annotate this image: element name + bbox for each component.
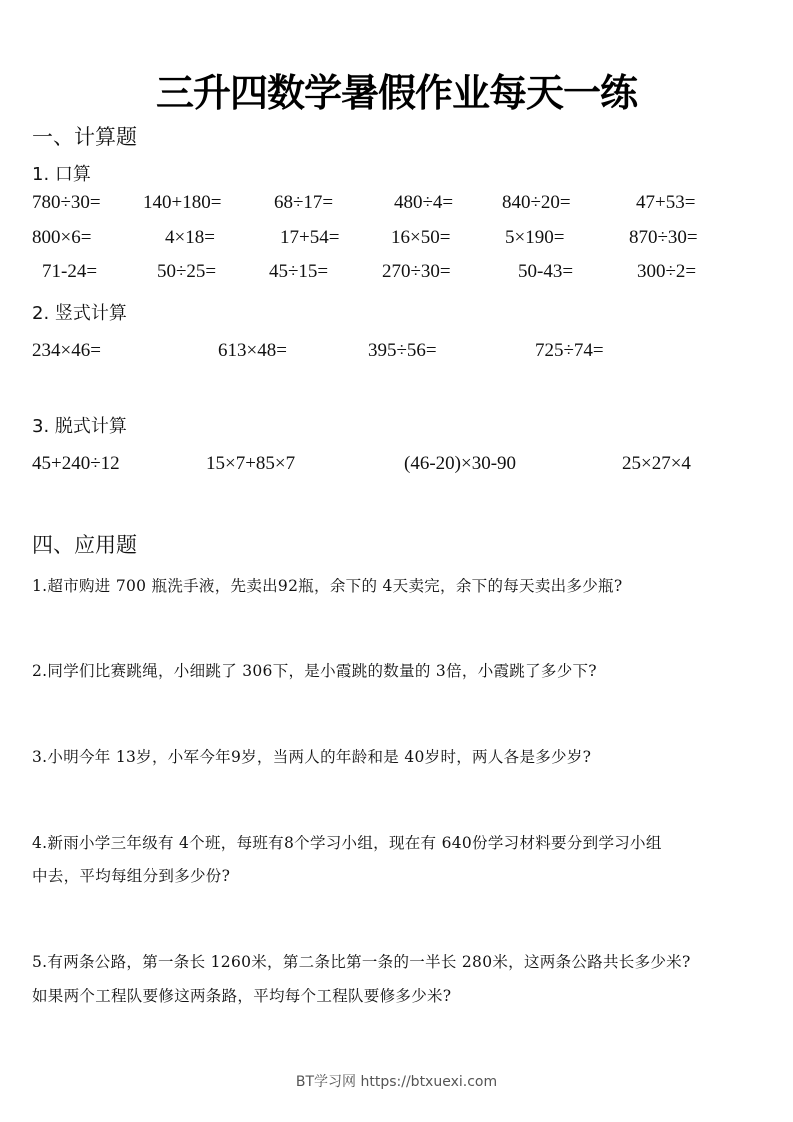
oral-item: 47+53= — [636, 192, 696, 213]
oral-item: 50÷25= — [157, 261, 217, 282]
oral-item: 4×18= — [165, 227, 215, 248]
oral-item: 45÷15= — [269, 261, 329, 282]
oral-item: 800×6= — [32, 227, 92, 248]
word-problem-4-line-2: 中去，平均每组分到多少份? — [32, 867, 231, 885]
page-title: 三升四数学暑假作业每天一练 — [155, 71, 637, 115]
subsection-heading-stepwise: 3. 脱式计算 — [32, 416, 127, 437]
oral-item: 68÷17= — [274, 192, 334, 213]
word-problem-2: 2.同学们比赛跳绳，小细跳了 306下，是小霞跳的数量的 3倍，小霞跳了多少下? — [32, 662, 597, 680]
stepwise-item: 15×7+85×7 — [206, 453, 296, 474]
word-problem-3: 3.小明今年 13岁，小军今年9岁，当两人的年龄和是 40岁时，两人各是多少岁? — [32, 748, 592, 766]
oral-item: 5×190= — [505, 227, 565, 248]
section-heading-calculation: 一、计算题 — [32, 125, 137, 149]
oral-item: 270÷30= — [382, 261, 451, 282]
oral-item: 140+180= — [143, 192, 222, 213]
oral-item: 50-43= — [518, 261, 574, 282]
subsection-heading-oral: 1. 口算 — [32, 164, 91, 185]
oral-item: 16×50= — [391, 227, 451, 248]
vertical-item: 613×48= — [218, 340, 287, 361]
oral-item: 840÷20= — [502, 192, 571, 213]
footer-watermark: BT学习网 https://btxuexi.com — [295, 1074, 498, 1090]
oral-item: 300÷2= — [637, 261, 697, 282]
oral-item: 480÷4= — [394, 192, 454, 213]
word-problem-5-line-2: 如果两个工程队要修这两条路，平均每个工程队要修多少米? — [32, 987, 452, 1005]
vertical-item: 234×46= — [32, 340, 101, 361]
stepwise-item: 45+240÷12 — [32, 453, 120, 474]
vertical-item: 395÷56= — [368, 340, 437, 361]
section-heading-word-problems: 四、应用题 — [32, 533, 137, 557]
vertical-item: 725÷74= — [535, 340, 604, 361]
stepwise-item: (46-20)×30-90 — [404, 453, 517, 474]
oral-item: 780÷30= — [32, 192, 101, 213]
word-problem-4-line-1: 4.新雨小学三年级有 4个班，每班有8个学习小组，现在有 640份学习材料要分到学习小组 — [32, 834, 662, 852]
word-problem-1: 1.超市购进 700 瓶洗手液，先卖出92瓶，余下的 4天卖完，余下的每天卖出多少瓶? — [32, 577, 623, 595]
oral-item: 71-24= — [42, 261, 98, 282]
oral-item: 17+54= — [280, 227, 340, 248]
stepwise-item: 25×27×4 — [622, 453, 691, 474]
oral-item: 870÷30= — [629, 227, 698, 248]
word-problem-5-line-1: 5.有两条公路，第一条长 1260米，第二条比第一条的一半长 280米，这两条公路共长多少米? — [32, 953, 691, 971]
subsection-heading-vertical: 2. 竖式计算 — [32, 303, 127, 324]
